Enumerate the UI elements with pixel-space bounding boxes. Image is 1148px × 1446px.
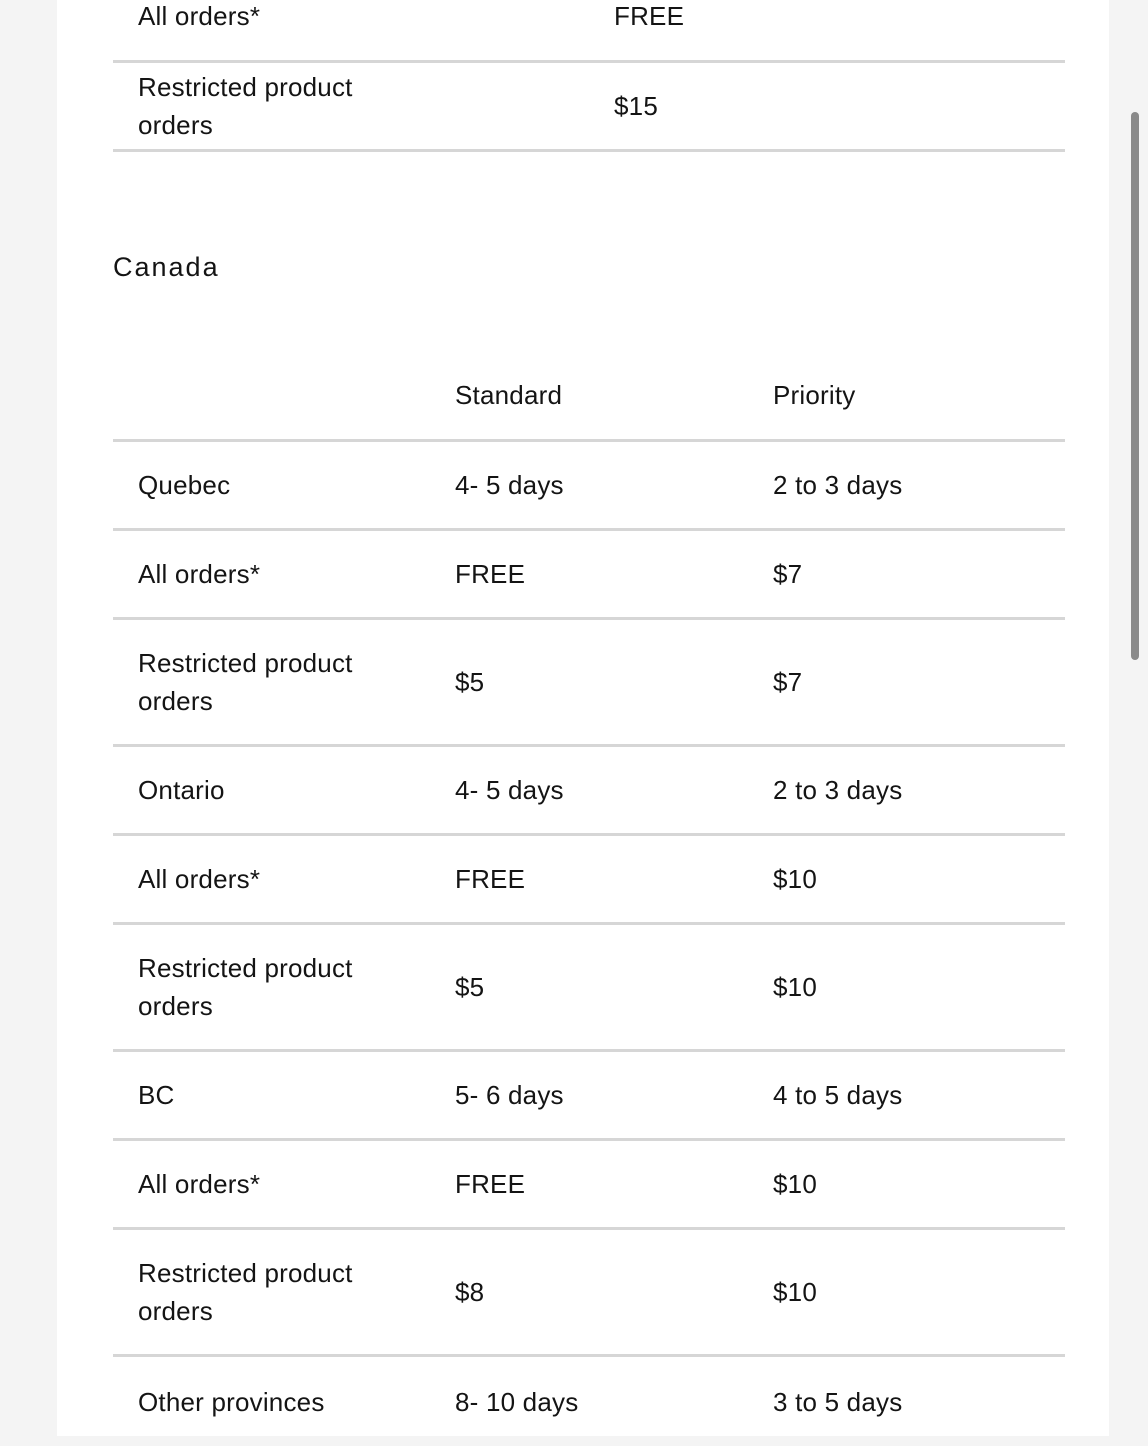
row-label: Restricted product orders [138, 1258, 353, 1326]
table-row [113, 747, 1065, 836]
table-row [113, 442, 1065, 531]
table-header-row [113, 350, 1065, 442]
standard-value: FREE [614, 1, 685, 31]
header-standard: Standard [455, 379, 563, 410]
row-label: Restricted product orders [138, 953, 353, 1021]
row-label: Other provinces [138, 1386, 325, 1417]
priority-value: 2 to 3 days [773, 470, 903, 500]
table-row [113, 620, 1065, 747]
row-label: BC [138, 1080, 175, 1110]
row-label: All orders* [138, 864, 261, 894]
table-row [113, 836, 1065, 925]
header-priority: Priority [773, 379, 856, 410]
standard-value: 4- 5 days [455, 775, 564, 805]
row-label: All orders* [138, 1, 261, 31]
table-row [113, 531, 1065, 620]
table-row [113, 1141, 1065, 1230]
table-row [113, 925, 1065, 1052]
row-label: All orders* [138, 559, 261, 589]
us-shipping-table [113, 0, 1065, 152]
priority-value: $10 [773, 1169, 817, 1199]
priority-value: 3 to 5 days [773, 1386, 903, 1417]
row-label: Quebec [138, 470, 231, 500]
priority-value: 4 to 5 days [773, 1080, 903, 1110]
priority-value: 2 to 3 days [773, 775, 903, 805]
row-label: Restricted product orders [138, 648, 353, 716]
row-label: Ontario [138, 775, 225, 805]
standard-value: $15 [614, 91, 658, 121]
standard-value: $5 [455, 972, 485, 1002]
priority-value: $7 [773, 667, 803, 697]
canada-shipping-table [113, 350, 1065, 1446]
priority-value: $10 [773, 864, 817, 894]
standard-value: FREE [455, 1169, 526, 1199]
priority-value: $10 [773, 1277, 817, 1307]
table-row [113, 63, 1065, 152]
table-row [113, 1357, 1065, 1446]
table-row [113, 0, 1065, 63]
standard-value: 5- 6 days [455, 1080, 564, 1110]
row-label: Restricted product orders [138, 72, 353, 140]
standard-value: $8 [455, 1277, 485, 1307]
row-label: All orders* [138, 1169, 261, 1199]
priority-value: $10 [773, 972, 817, 1002]
section-title-canada: Canada [113, 252, 220, 282]
scrollbar[interactable] [1131, 112, 1139, 660]
standard-value: FREE [455, 864, 526, 894]
standard-value: FREE [455, 559, 526, 589]
table-row [113, 1230, 1065, 1357]
table-row [113, 1052, 1065, 1141]
priority-value: $7 [773, 559, 803, 589]
standard-value: $5 [455, 667, 485, 697]
standard-value: 8- 10 days [455, 1386, 579, 1417]
standard-value: 4- 5 days [455, 470, 564, 500]
